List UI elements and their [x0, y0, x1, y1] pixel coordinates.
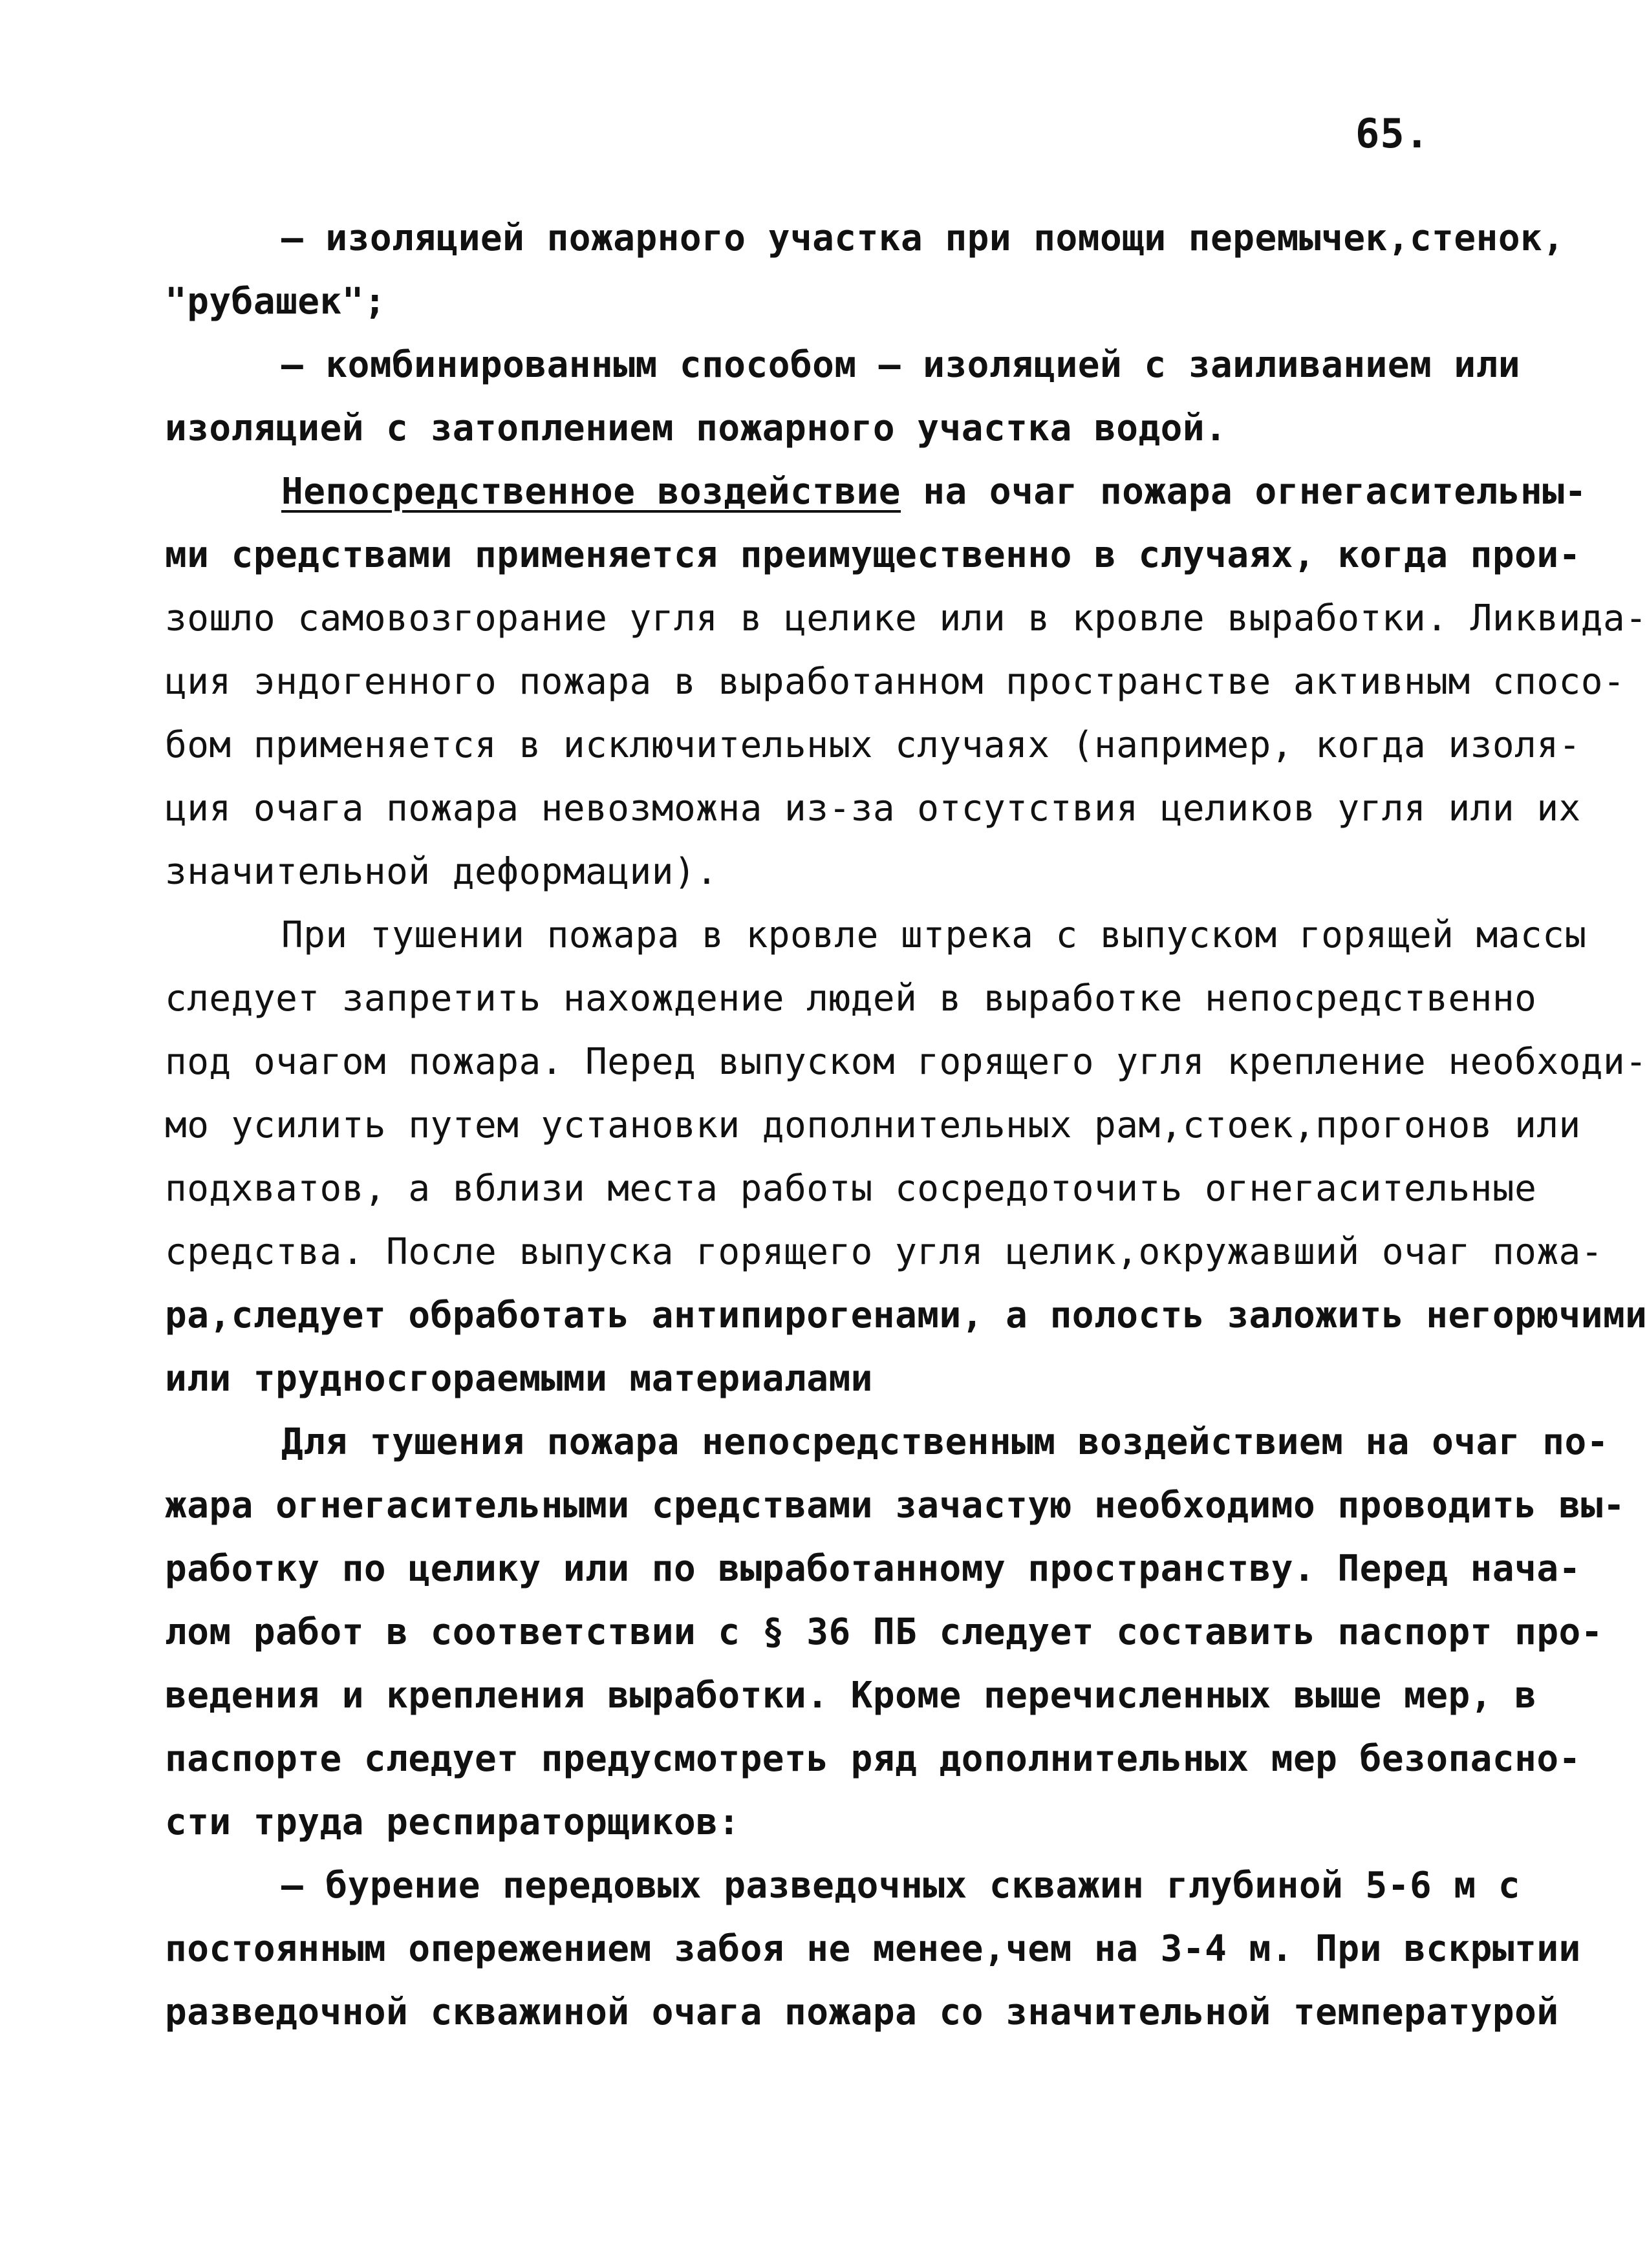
text-line: или трудносгораемыми материалами [165, 1358, 873, 1400]
text-line: сти труда респираторщиков: [165, 1801, 740, 1843]
text-line-continuation: на очаг пожара огнегасительны- [901, 471, 1587, 513]
text-line: постоянным опережением забоя не менее,чем на 3-4 м. При вскрытии [165, 1928, 1581, 1970]
text-line: Для тушения пожара непосредственным воздействием на очаг по- [281, 1421, 1609, 1463]
text-line: При тушении пожара в кровле штрека с выпуском горящей массы [281, 914, 1587, 956]
text-line: – бурение передовых разведочных скважин глубиной 5-6 м с [281, 1865, 1521, 1907]
text-line: зошло самовозгорание угля в целике или в кровле выработки. Ликвида- [165, 597, 1647, 639]
text-line: жара огнегасительными средствами зачастую необходимо проводить вы- [165, 1484, 1626, 1526]
text-line: ция очага пожара невозможна из-за отсутствия целиков угля или их [165, 787, 1581, 829]
underlined-term: Непосредственное воздействие [281, 471, 901, 513]
text-line: ра,следует обработать антипирогенами, а полость заложить негорючими [165, 1294, 1647, 1336]
text-line: изоляцией с затоплением пожарного участка водой. [165, 407, 1227, 449]
text-line: подхватов, а вблизи места работы сосредоточить огнегасительные [165, 1168, 1537, 1210]
text-line: бом применяется в исключительных случаях (например, когда изоля- [165, 724, 1581, 766]
body-text [165, 207, 1647, 2044]
text-line: ведения и крепления выработки. Кроме перечисленных выше мер, в [165, 1674, 1537, 1717]
text-line: работку по целику или по выработанному пространству. Перед нача- [165, 1548, 1581, 1590]
text-line: средства. После выпуска горящего угля целик,окружавший очаг пожа- [165, 1231, 1603, 1273]
text-line: ция эндогенного пожара в выработанном пространстве активным спосо- [165, 661, 1626, 703]
text-line: разведочной скважиной очага пожара со значительной температурой [165, 1991, 1559, 2033]
text-line: – изоляцией пожарного участка при помощи перемычек,стенок, [281, 217, 1565, 259]
text-line: значительной деформации). [165, 851, 718, 893]
text-line: под очагом пожара. Перед выпуском горящего угля крепление необходи- [165, 1041, 1647, 1083]
text-line: ми средствами применяется преимущественно в случаях, когда прои- [165, 534, 1581, 576]
text-line: паспорте следует предусмотреть ряд дополнительных мер безопасно- [165, 1738, 1581, 1780]
page-number: 65. [1355, 110, 1430, 157]
text-line [165, 460, 1587, 524]
text-line: лом работ в соответствии с § 36 ПБ следует составить паспорт про- [165, 1611, 1603, 1653]
text-line: "рубашек"; [165, 281, 387, 323]
text-line: следует запретить нахождение людей в выработке непосредственно [165, 978, 1537, 1020]
text-line: – комбинированным способом – изоляцией с заиливанием или [281, 344, 1521, 386]
text-line: мо усилить путем установки дополнительных рам,стоек,прогонов или [165, 1104, 1581, 1146]
